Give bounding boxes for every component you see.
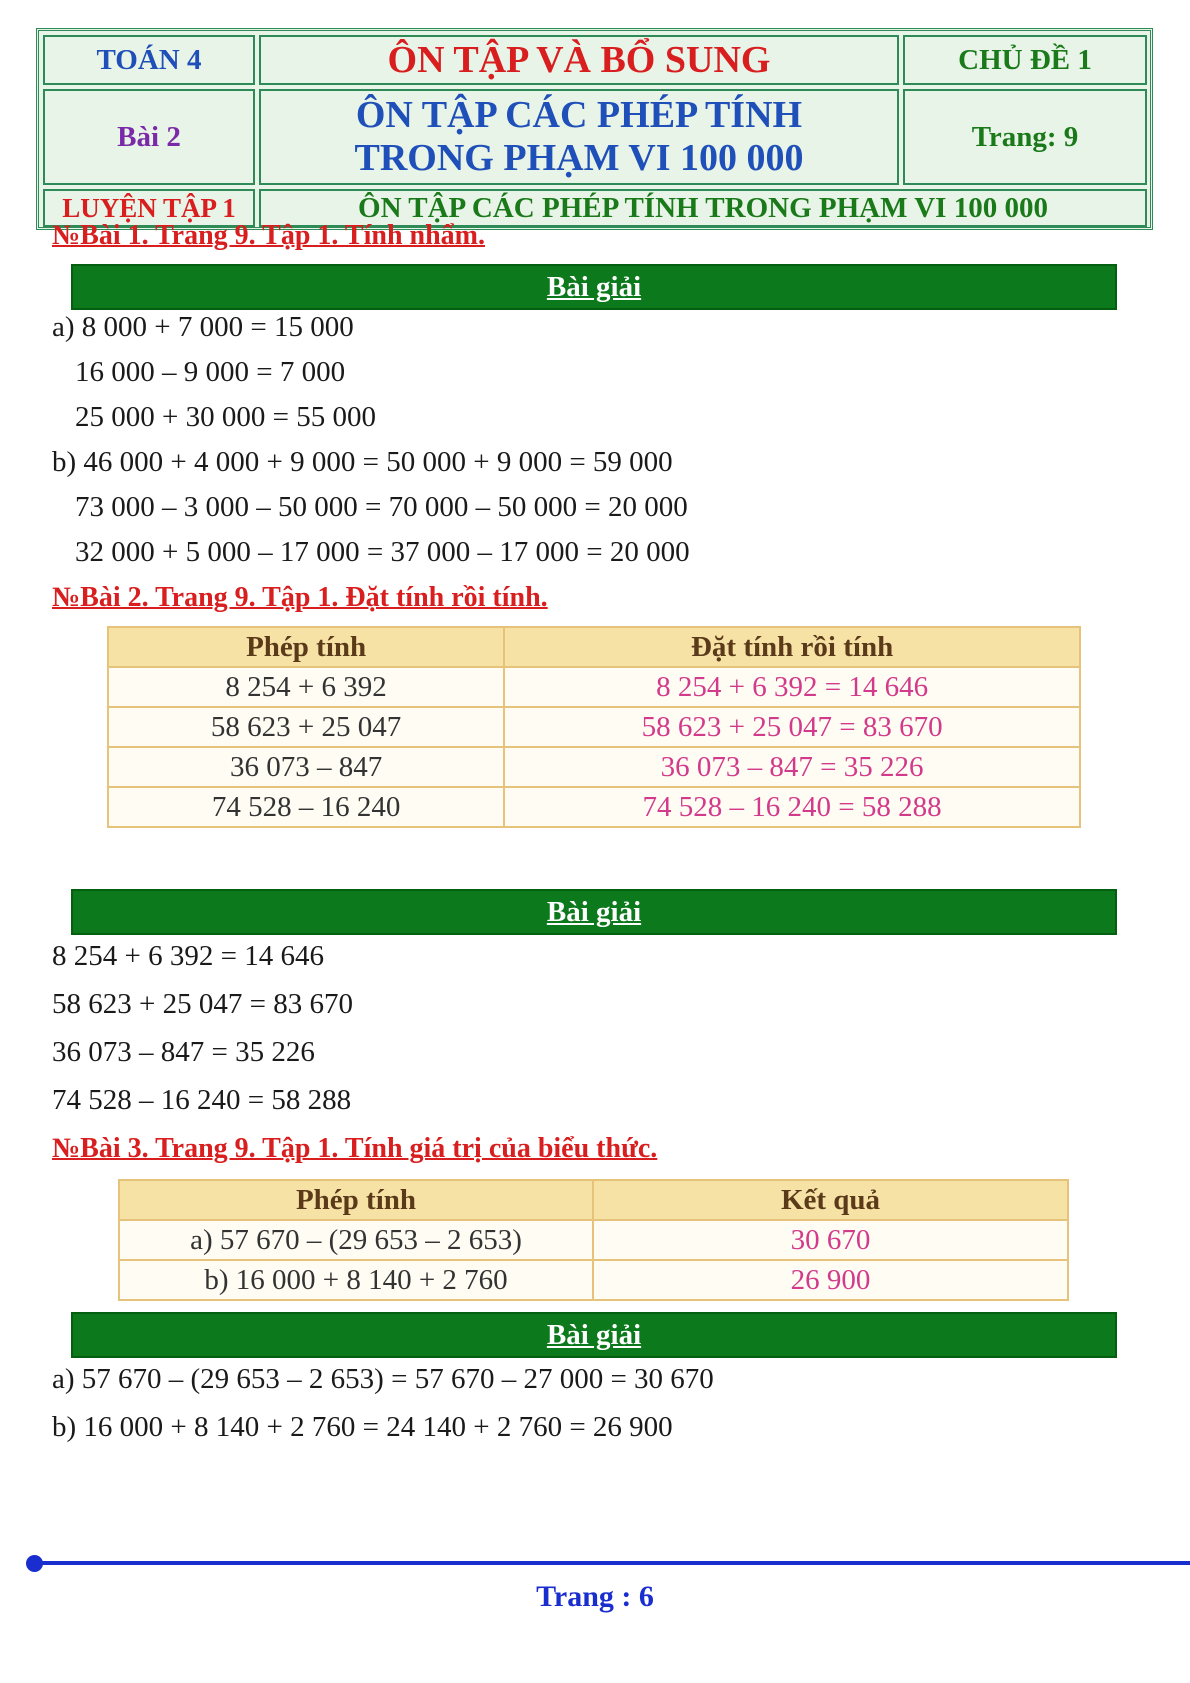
topic: ÔN TẬP VÀ BỔ SUNG [387, 38, 771, 81]
bai3-table [118, 1179, 1069, 1301]
table-row [108, 707, 1080, 747]
page-cell [903, 89, 1147, 185]
bai1-solution-bar [71, 264, 1117, 310]
bai1-line: 73 000 – 3 000 – 50 000 = 70 000 – 50 000 = 20 000 [75, 491, 688, 523]
table-header: Phép tính [108, 627, 504, 667]
bai2-solution-bar [71, 889, 1117, 935]
lesson-title-line2: TRONG PHẠM VI 100 000 [354, 137, 804, 179]
table-header: Kết quả [593, 1180, 1068, 1220]
table-row [108, 667, 1080, 707]
table-cell: b) 16 000 + 8 140 + 2 760 [119, 1260, 593, 1300]
bai2-line: 36 073 – 847 = 35 226 [52, 1036, 315, 1068]
bai2-line: 74 528 – 16 240 = 58 288 [52, 1084, 352, 1116]
solution-label: Bài giải [546, 270, 642, 303]
lesson-title-line1: ÔN TẬP CÁC PHÉP TÍNH [355, 94, 803, 137]
bai2-line: 58 623 + 25 047 = 83 670 [52, 988, 353, 1020]
bai3-solution-bar [71, 1312, 1117, 1358]
chapter: CHỦ ĐỀ 1 [958, 43, 1092, 76]
lesson-title-cell [259, 89, 899, 185]
subject: TOÁN 4 [96, 43, 202, 76]
footer-dot [26, 1555, 43, 1572]
footer-page-number: Trang : 6 [536, 1580, 654, 1613]
bai3-title: №Bài 3. Trang 9. Tập 1. Tính giá trị của biểu thức. [52, 1133, 658, 1164]
table-row [108, 787, 1080, 827]
table-row [108, 747, 1080, 787]
bai3-line: b) 16 000 + 8 140 + 2 760 = 24 140 + 2 760 = 26 900 [52, 1411, 673, 1443]
bai1-line: b) 46 000 + 4 000 + 9 000 = 50 000 + 9 000 = 59 000 [52, 446, 673, 478]
answer-cell: 26 900 [593, 1260, 1068, 1300]
table-header: Phép tính [119, 1180, 593, 1220]
practice-title: ÔN TẬP CÁC PHÉP TÍNH TRONG PHẠM VI 100 000 [358, 191, 1048, 224]
answer-cell: 30 670 [593, 1220, 1068, 1260]
topic-cell [259, 35, 899, 85]
answer-cell: 58 623 + 25 047 = 83 670 [504, 707, 1080, 747]
answer-cell: 74 528 – 16 240 = 58 288 [504, 787, 1080, 827]
lesson-cell [43, 89, 255, 185]
table-cell: 8 254 + 6 392 [108, 667, 504, 707]
subject-cell [43, 35, 255, 85]
table-header-row [108, 627, 1080, 667]
table-cell: 58 623 + 25 047 [108, 707, 504, 747]
bai1-title: №Bài 1. Trang 9. Tập 1. Tính nhẩm. [52, 220, 485, 251]
answer-cell: 8 254 + 6 392 = 14 646 [504, 667, 1080, 707]
answer-cell: 36 073 – 847 = 35 226 [504, 747, 1080, 787]
table-row [119, 1260, 1068, 1300]
bai1-line: 16 000 – 9 000 = 7 000 [75, 356, 346, 388]
table-cell: 74 528 – 16 240 [108, 787, 504, 827]
chapter-cell [903, 35, 1147, 85]
solution-label: Bài giải [546, 895, 642, 928]
table-header: Đặt tính rồi tính [504, 627, 1080, 667]
table-header-row [119, 1180, 1068, 1220]
bai1-line: 32 000 + 5 000 – 17 000 = 37 000 – 17 000 = 20 000 [75, 536, 690, 568]
book-page: Trang: 9 [971, 120, 1079, 153]
table-cell: 36 073 – 847 [108, 747, 504, 787]
footer-rule [34, 1561, 1190, 1565]
lesson: Bài 2 [117, 120, 181, 153]
bai3-line: a) 57 670 – (29 653 – 2 653) = 57 670 – 27 000 = 30 670 [52, 1363, 714, 1395]
practice: LUYỆN TẬP 1 [62, 192, 236, 223]
header-table [36, 28, 1153, 230]
solution-label: Bài giải [546, 1318, 642, 1351]
bai1-line: a) 8 000 + 7 000 = 15 000 [52, 311, 354, 343]
bai2-table [107, 626, 1081, 828]
bai2-title: №Bài 2. Trang 9. Tập 1. Đặt tính rồi tính. [52, 582, 548, 613]
table-cell: a) 57 670 – (29 653 – 2 653) [119, 1220, 593, 1260]
bai1-line: 25 000 + 30 000 = 55 000 [75, 401, 376, 433]
bai2-line: 8 254 + 6 392 = 14 646 [52, 940, 324, 972]
table-row [119, 1220, 1068, 1260]
